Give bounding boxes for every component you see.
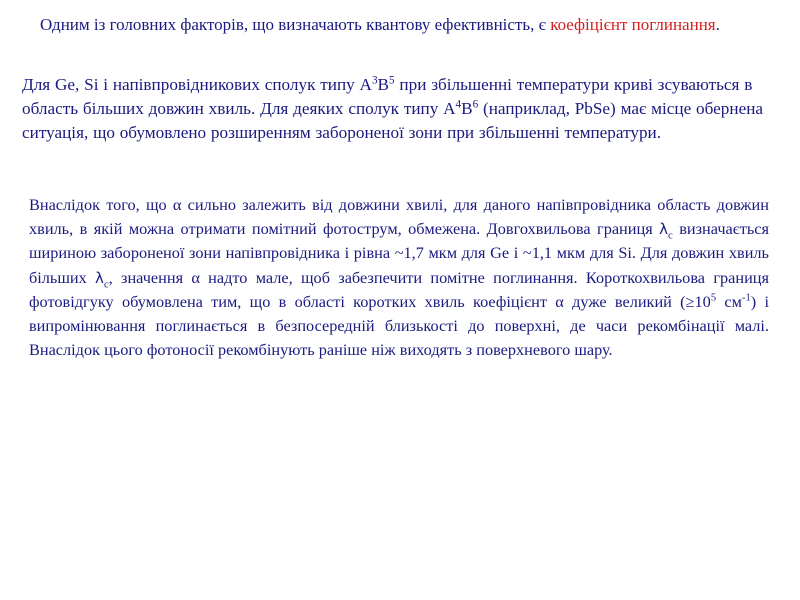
temperature-paragraph: Для Ge, Si і напівпровідникових сполук типу $А^3В^5$ при збільшенні температури криві зсуваються в область більших довжин хвиль. Для деяких сполук типу $А^4В^6$ (наприклад, PbSe) має місце обернена ситуація, що обумовлено розширенням забороненої зони при збільшенні температури. — [22, 74, 764, 142]
wavelength-paragraph: Внаслідок того, що α сильно залежить від довжини хвилі, для даного напівпровідника область довжин хвиль, в якій можна отримати помітний фотострум, обмежена. Довгохвильова границя $\lambda_c$ визначається шириною забороненої зони напівпровідника і рівна ~1,7 мкм для Ge і ~1,1 мкм для Si. Для довжин хвиль більших $\lambda_c$, значення α надто мале, щоб забезпечити помітне поглинання. Короткохвильова границя фотовідгуку обумовлена тим, що в області коротких хвиль коефіцієнт α дуже великий ($\ge 10^5$ $см^{-1}$) і випромінювання поглинається в безпосередній близькості до поверхні, де часи рекомбінації малі. Внаслідок цього фотоносії рекомбінують раніше ніж виходять з поверхневого шару. — [29, 195, 769, 360]
highlight-term: коефіцієнт поглинання — [550, 15, 716, 34]
lambda-symbol: λ — [95, 268, 104, 287]
lambda-symbol: λ — [659, 220, 669, 239]
intro-paragraph: Одним із головних факторів, що визначають квантову ефективність, є коефіцієнт поглинання. — [40, 15, 720, 34]
